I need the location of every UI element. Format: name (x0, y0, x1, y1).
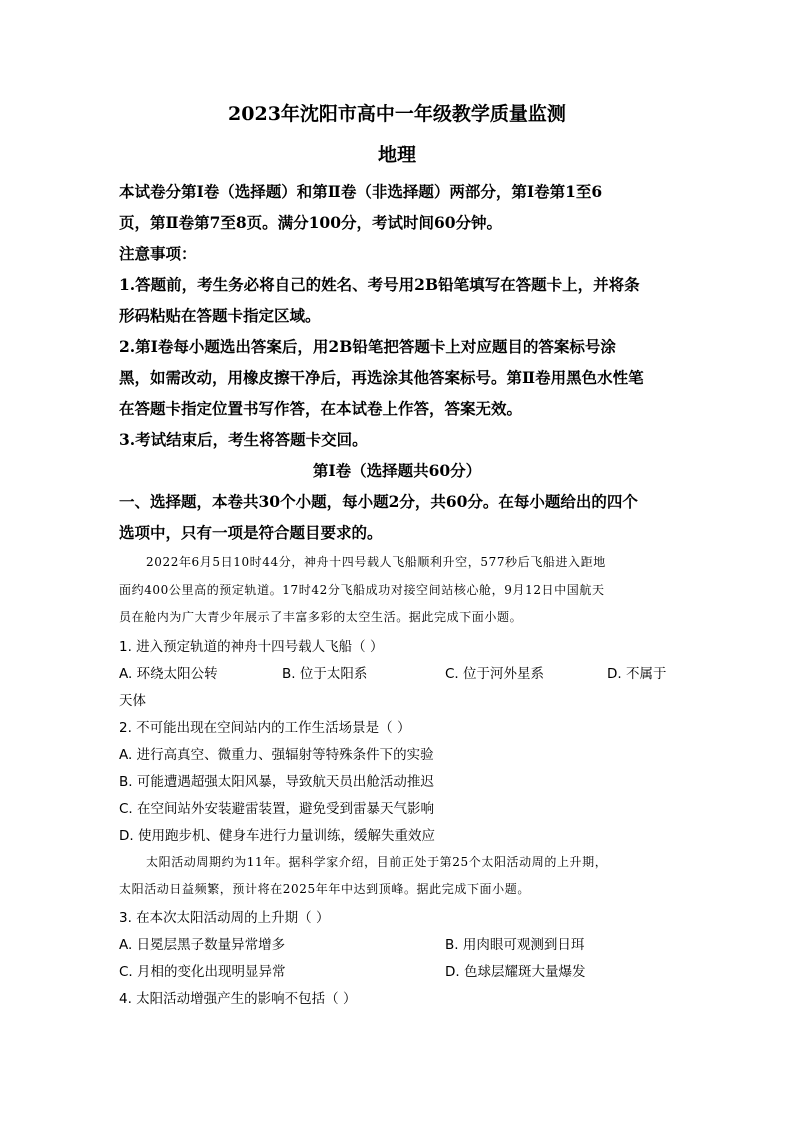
question-1-option-d-cont: 天体 (119, 693, 146, 709)
question-1-option-b: B. 位于太阳系 (282, 666, 368, 682)
section1-instruction-b: 选项中，只有一项是符合题目要求的。 (119, 523, 383, 542)
question-3-option-b: B. 用肉眼可观测到日珥 (445, 937, 585, 953)
question-2-option-c: C. 在空间站外安装避雷装置，避免受到雷暴天气影响 (119, 801, 435, 817)
passage1-line-3: 员在舱内为广大青少年展示了丰富多彩的太空生活。据此完成下面小题。 (119, 610, 523, 624)
exam-title: 2023年沈阳市高中一年级教学质量监测 (228, 103, 566, 125)
notice-2a: 2.第Ⅰ卷每小题选出答案后，用2B铅笔把答题卡上对应题目的答案标号涂 (119, 337, 616, 356)
notice-2b: 黑，如需改动，用橡皮擦干净后，再选涂其他答案标号。第Ⅱ卷用黑色水性笔 (119, 368, 644, 387)
passage2-line-2: 太阳活动日益频繁，预计将在2025年年中达到顶峰。据此完成下面小题。 (119, 882, 530, 896)
intro-line-1: 本试卷分第Ⅰ卷（选择题）和第Ⅱ卷（非选择题）两部分，第Ⅰ卷第1至6 (119, 182, 603, 201)
passage2-line-1: 太阳活动周期约为11年。据科学家介绍，目前正处于第25个太阳活动周的上升期， (146, 855, 608, 869)
notice-3: 3.考试结束后，考生将答题卡交回。 (119, 430, 368, 449)
question-1-option-c: C. 位于河外星系 (445, 666, 545, 682)
question-1-option-d: D. 不属于 (607, 666, 667, 682)
question-3-option-d: D. 色球层耀斑大量爆发 (445, 964, 586, 980)
question-3-stem: 3. 在本次太阳活动周的上升期（ ） (119, 910, 330, 926)
section1-instruction-a: 一、选择题，本卷共30个小题，每小题2分，共60分。在每小题给出的四个 (119, 492, 638, 511)
question-2-option-d: D. 使用跑步机、健身车进行力量训练，缓解失重效应 (119, 828, 435, 844)
notice-1a: 1.答题前，考生务必将自己的姓名、考号用2B铅笔填写在答题卡上，并将条 (119, 275, 640, 294)
passage1-line-2: 面约400公里高的预定轨道。17时42分飞船成功对接空间站核心舱，9月12日中国航天 (119, 583, 605, 597)
question-2-option-b: B. 可能遭遇超强太阳风暴，导致航天员出舱活动推迟 (119, 774, 434, 790)
question-1-stem: 1. 进入预定轨道的神舟十四号载人飞船（ ） (119, 639, 384, 655)
passage1-line-1: 2022年6月5日10时44分，神舟十四号载人飞船顺利升空，577秒后飞船进入距地 (146, 555, 606, 569)
question-2-option-a: A. 进行高真空、微重力、强辐射等特殊条件下的实验 (119, 747, 434, 763)
intro-line-2: 页，第Ⅱ卷第7至8页。满分100分，考试时间60分钟。 (119, 213, 503, 232)
question-1-option-a: A. 环绕太阳公转 (119, 666, 218, 682)
question-3-option-c: C. 月相的变化出现明显异常 (119, 964, 286, 980)
section1-heading: 第Ⅰ卷（选择题共60分） (312, 461, 482, 480)
question-4-stem: 4. 太阳活动增强产生的影响不包括（ ） (119, 991, 357, 1007)
question-3-option-a: A. 日冕层黑子数量异常增多 (119, 937, 286, 953)
question-2-stem: 2. 不可能出现在空间站内的工作生活场景是（ ） (119, 720, 411, 736)
notice-1b: 形码粘贴在答题卡指定区域。 (119, 306, 321, 325)
notice-heading: 注意事项： (119, 244, 197, 263)
exam-subject: 地理 (377, 144, 416, 166)
notice-2c: 在答题卡指定位置书写作答，在本试卷上作答，答案无效。 (119, 399, 523, 418)
